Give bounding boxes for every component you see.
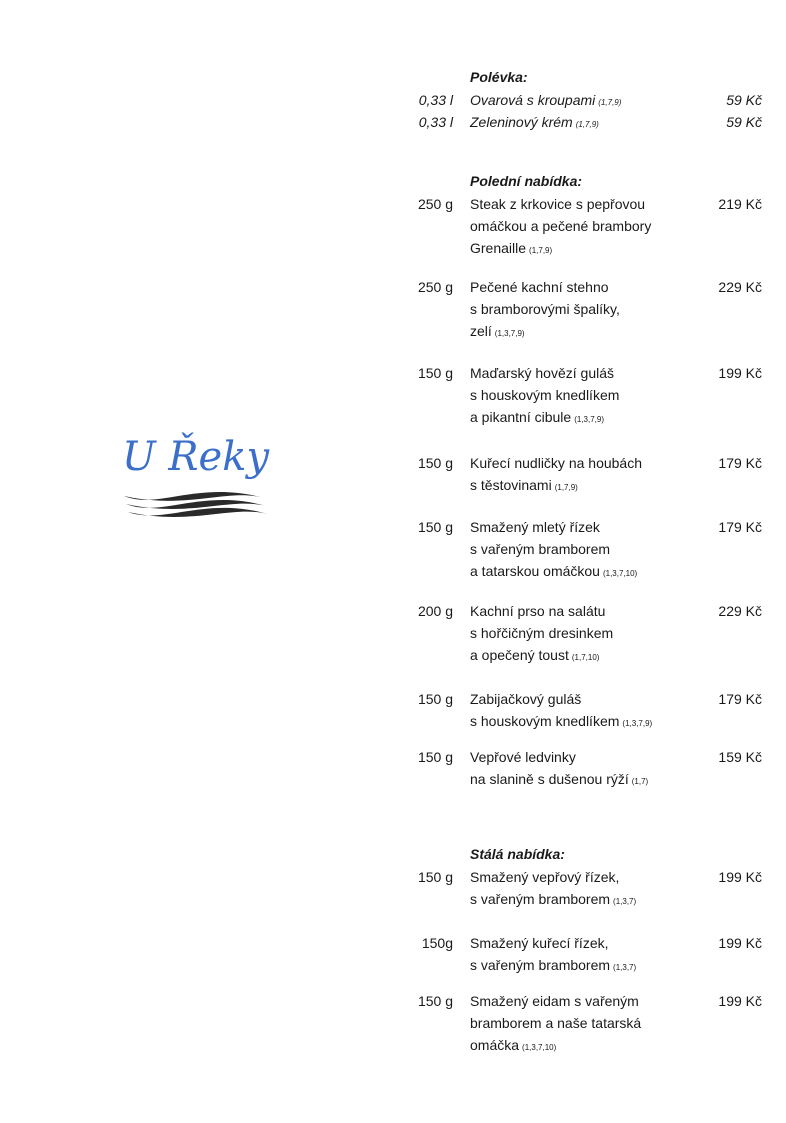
item-quantity: 250 g (417, 196, 453, 212)
item-description-line (470, 1034, 700, 1059)
item-allergens: (1,3,7,9) (574, 415, 604, 424)
item-description (470, 600, 700, 669)
item-allergens: (1,7,9) (529, 246, 553, 255)
logo-wave-2 (126, 500, 266, 509)
item-description-line (470, 90, 700, 113)
item-price: 199 Kč (718, 869, 762, 885)
item-description-text: s těstovinami (470, 477, 552, 493)
item-price: 229 Kč (718, 279, 762, 295)
item-price: 229 Kč (718, 603, 762, 619)
item-description-line (470, 688, 700, 710)
item-allergens: (1,3,7,10) (602, 569, 638, 578)
item-description-text: s bramborovými špalíky, (470, 301, 620, 317)
item-description (470, 452, 700, 499)
item-description-text: Smažený vepřový řízek, (470, 869, 620, 885)
item-description-text: Pečené kachní stehno (470, 279, 609, 295)
item-allergens: (1,7,9) (575, 120, 599, 129)
item-description-text: Zeleninový krém (470, 114, 573, 130)
item-description-line (470, 622, 700, 644)
item-description (470, 516, 700, 585)
item-description-line (470, 320, 700, 345)
item-description-line (470, 1012, 700, 1034)
item-description-line (470, 990, 700, 1012)
item-description-text: Ovarová s kroupami (470, 92, 596, 108)
item-description-text: zelí (470, 323, 492, 339)
item-description-text: Grenaille (470, 240, 527, 256)
item-quantity: 150g (421, 935, 453, 951)
item-description-text: bramborem a naše tatarská (470, 1015, 642, 1031)
item-description-text: Maďarský hovězí guláš (470, 365, 614, 381)
item-description-text: Smažený mletý řízek (470, 519, 600, 535)
item-allergens: (1,7) (631, 777, 649, 786)
item-price: 179 Kč (718, 455, 762, 471)
item-quantity: 0,33 l (418, 114, 453, 130)
logo-wave-1 (124, 492, 264, 501)
item-price: 199 Kč (718, 935, 762, 951)
section-title: Polední nabídka: (470, 173, 583, 189)
item-description-line (470, 932, 700, 954)
item-description-line (470, 888, 700, 913)
item-description-text: s houskovým knedlíkem (470, 713, 620, 729)
item-allergens: (1,7,9) (598, 98, 622, 107)
item-description-line (470, 710, 700, 735)
item-description-text: Smažený eidam s vařeným (470, 993, 639, 1009)
item-description (470, 932, 700, 979)
item-quantity: 250 g (417, 279, 453, 295)
item-description-line (470, 112, 700, 135)
item-allergens: (1,3,7) (613, 897, 637, 906)
item-description-text: s hořčičným dresinkem (470, 625, 614, 641)
item-quantity: 0,33 l (418, 92, 453, 108)
item-description-line (470, 215, 700, 237)
item-description (470, 193, 700, 262)
item-description-text: Smažený kuřecí řízek, (470, 935, 609, 951)
item-quantity: 200 g (417, 603, 453, 619)
item-description-line (470, 452, 700, 474)
item-price: 179 Kč (718, 691, 762, 707)
item-description-line (470, 644, 700, 669)
item-description (470, 746, 700, 793)
item-description-text: s vařeným bramborem (470, 541, 611, 557)
item-description-text: a tatarskou omáčkou (470, 563, 600, 579)
item-price: 59 Kč (726, 114, 762, 130)
item-allergens: (1,3,7,10) (522, 1043, 557, 1052)
section-title: Stálá nabídka: (470, 846, 565, 862)
item-allergens: (1,7,9) (554, 483, 578, 492)
item-description-text: omáčka (470, 1037, 520, 1053)
item-description-line (470, 384, 700, 406)
item-price: 199 Kč (718, 365, 762, 381)
item-description-text: a opečený toust (470, 647, 569, 663)
item-quantity: 150 g (417, 365, 453, 381)
restaurant-logo (118, 418, 278, 528)
item-description-line (470, 298, 700, 320)
item-quantity: 150 g (417, 455, 453, 471)
item-description-line (470, 954, 700, 979)
item-quantity: 150 g (417, 869, 453, 885)
item-description-line (470, 746, 700, 768)
item-price: 199 Kč (718, 993, 762, 1009)
item-description-text: omáčkou a pečené brambory (470, 218, 652, 234)
item-description (470, 990, 700, 1059)
item-allergens: (1,7,10) (571, 653, 600, 662)
item-description-line (470, 560, 700, 585)
item-price: 59 Kč (726, 92, 762, 108)
item-description-line (470, 276, 700, 298)
item-quantity: 150 g (417, 691, 453, 707)
item-description (470, 276, 700, 345)
item-description-text: Zabijačkový guláš (470, 691, 582, 707)
item-description-line (470, 474, 700, 499)
item-price: 159 Kč (718, 749, 762, 765)
logo-wave-3 (128, 508, 268, 517)
item-description-line (470, 193, 700, 215)
item-description-line (470, 516, 700, 538)
item-description (470, 112, 700, 135)
item-description-text: s vařeným bramborem (470, 957, 611, 973)
item-price: 219 Kč (718, 196, 762, 212)
item-price: 179 Kč (718, 519, 762, 535)
item-description-line (470, 768, 700, 793)
item-description-line (470, 362, 700, 384)
logo-text: U Řeky (122, 434, 270, 480)
item-description-line (470, 538, 700, 560)
item-description (470, 362, 700, 431)
item-quantity: 150 g (417, 519, 453, 535)
item-description-text: s vařeným bramborem (470, 891, 611, 907)
item-allergens: (1,3,7,9) (494, 329, 525, 338)
item-description-line (470, 237, 700, 262)
item-description-text: a pikantní cibule (470, 409, 572, 425)
item-allergens: (1,3,7) (613, 963, 637, 972)
item-description-text: s houskovým knedlíkem (470, 387, 620, 403)
item-description (470, 90, 700, 113)
item-description-text: Steak z krkovice s pepřovou (470, 196, 646, 212)
item-description-text: Kuřecí nudličky na houbách (470, 455, 642, 471)
item-description (470, 688, 700, 735)
item-description-text: Kachní prso na salátu (470, 603, 606, 619)
item-description (470, 866, 700, 913)
item-description-line (470, 406, 700, 431)
item-description-line (470, 600, 700, 622)
item-quantity: 150 g (417, 749, 453, 765)
section-title: Polévka: (470, 69, 528, 85)
item-description-line (470, 866, 700, 888)
item-allergens: (1,3,7,9) (622, 719, 653, 728)
item-description-text: na slanině s dušenou rýží (470, 771, 629, 787)
item-description-text: Vepřové ledvinky (470, 749, 576, 765)
item-quantity: 150 g (417, 993, 453, 1009)
logo-graphic (118, 418, 278, 528)
